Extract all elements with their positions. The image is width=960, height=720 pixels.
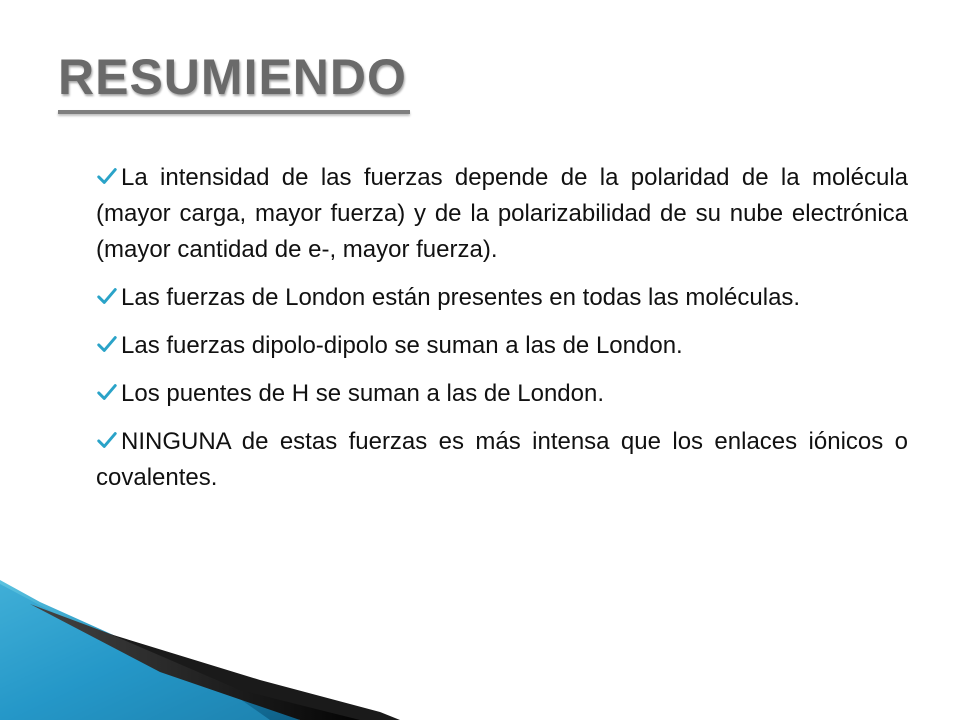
corner-decoration bbox=[0, 580, 960, 720]
list-item bbox=[96, 160, 908, 268]
checkmark-icon bbox=[96, 381, 118, 403]
checkmark-icon bbox=[96, 333, 118, 355]
bullet-list bbox=[96, 160, 908, 508]
checkmark-icon bbox=[96, 165, 118, 187]
title-underline bbox=[58, 110, 410, 114]
checkmark-icon bbox=[96, 285, 118, 307]
bullet-text: NINGUNA de estas fuerzas es más intensa que los enlaces iónicos o covalentes. bbox=[96, 428, 908, 491]
list-item bbox=[96, 328, 908, 364]
slide-title: RESUMIENDO bbox=[58, 49, 407, 105]
list-item bbox=[96, 424, 908, 496]
bullet-text: Los puentes de H se suman a las de London. bbox=[121, 380, 604, 407]
checkmark-icon bbox=[96, 429, 118, 451]
bullet-text: Las fuerzas de London están presentes en todas las moléculas. bbox=[121, 284, 801, 311]
list-item bbox=[96, 376, 908, 412]
list-item bbox=[96, 280, 908, 316]
bullet-text: Las fuerzas dipolo-dipolo se suman a las de London. bbox=[121, 332, 683, 359]
bullet-text: La intensidad de las fuerzas depende de la polaridad de la molécula (mayor carga, mayor fuerza) y de la polarizabilidad de su nube electrónica (mayor cantidad de e-, mayor fuerza). bbox=[96, 164, 908, 263]
